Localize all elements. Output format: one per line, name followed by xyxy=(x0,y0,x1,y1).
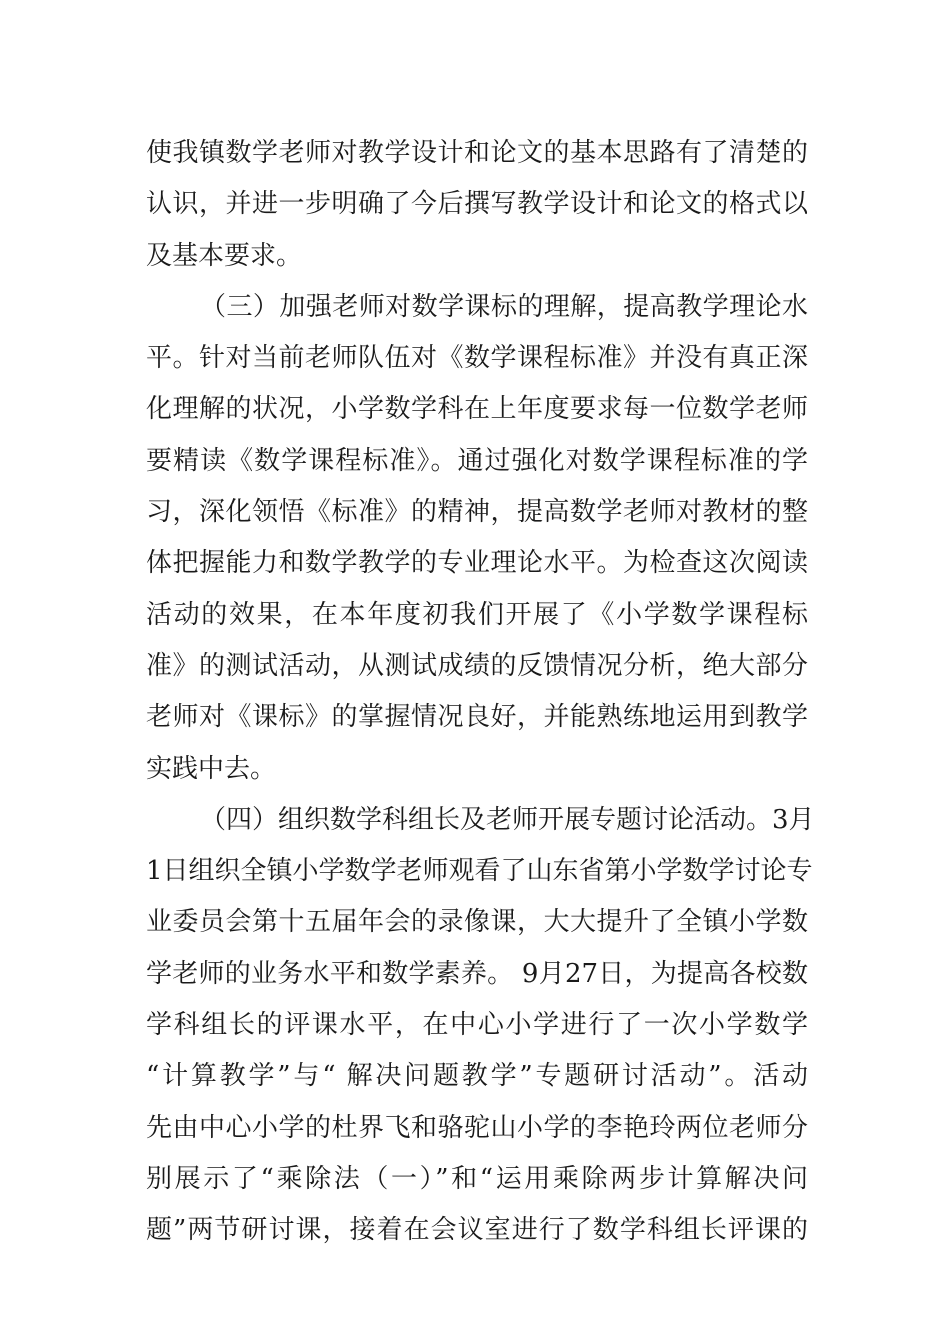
text-line: 及基本要求。 xyxy=(146,240,303,271)
text-line: 使我镇数学老师对教学设计和论文的基本思路有了清楚的 xyxy=(146,138,808,168)
text-line: 要精读《数学课程标准》。通过强化对数学课程标准的学 xyxy=(146,445,808,476)
text-line: 题”两节研讨课，接着在会议室进行了数学科组长评课的 xyxy=(146,1215,808,1246)
text-line: 别展示了“乘除法（一）”和“运用乘除两步计算解决问 xyxy=(146,1163,808,1194)
text-line: 体把握能力和数学教学的专业理论水平。为检查这次阅读 xyxy=(146,548,808,579)
text-line: 学科组长的评课水平，在中心小学进行了一次小学数学 xyxy=(146,1010,808,1041)
text-line: 认识，并进一步明确了今后撰写教学设计和论文的格式以 xyxy=(146,189,808,220)
text-line: 准》的测试活动，从测试成绩的反馈情况分析，绝大部分 xyxy=(146,650,808,681)
text-line: “计算教学”与“ 解决问题教学”专题研讨活动”。活动 xyxy=(146,1061,808,1092)
text-line: 1日组织全镇小学数学老师观看了山东省第小学数学讨论专 xyxy=(146,856,813,887)
text-line: 活动的效果，在本年度初我们开展了《小学数学课程标 xyxy=(146,599,808,630)
text-line: 先由中心小学的杜界飞和骆驼山小学的李艳玲两位老师分 xyxy=(146,1112,808,1143)
text-line: 实践中去。 xyxy=(146,753,277,784)
text-line: 平。针对当前老师队伍对《数学课程标准》并没有真正深 xyxy=(146,343,808,374)
paragraph-start-line: （三）加强老师对数学课标的理解，提高教学理论水 xyxy=(200,291,808,322)
document-body xyxy=(146,128,815,1257)
text-line: 习，深化领悟《标准》的精神，提高数学老师对教材的整 xyxy=(146,497,808,528)
text-line: 老师对《课标》的掌握情况良好，并能熟练地运用到教学 xyxy=(146,702,808,733)
paragraph-start-line: （四）组织数学科组长及老师开展专题讨论活动。3月 xyxy=(200,804,815,835)
text-line: 业委员会第十五届年会的录像课，大大提升了全镇小学数 xyxy=(146,907,808,938)
text-line: 学老师的业务水平和数学素养。 9月27日，为提高各校数 xyxy=(146,958,808,989)
text-line: 化理解的状况，小学数学科在上年度要求每一位数学老师 xyxy=(146,394,808,425)
